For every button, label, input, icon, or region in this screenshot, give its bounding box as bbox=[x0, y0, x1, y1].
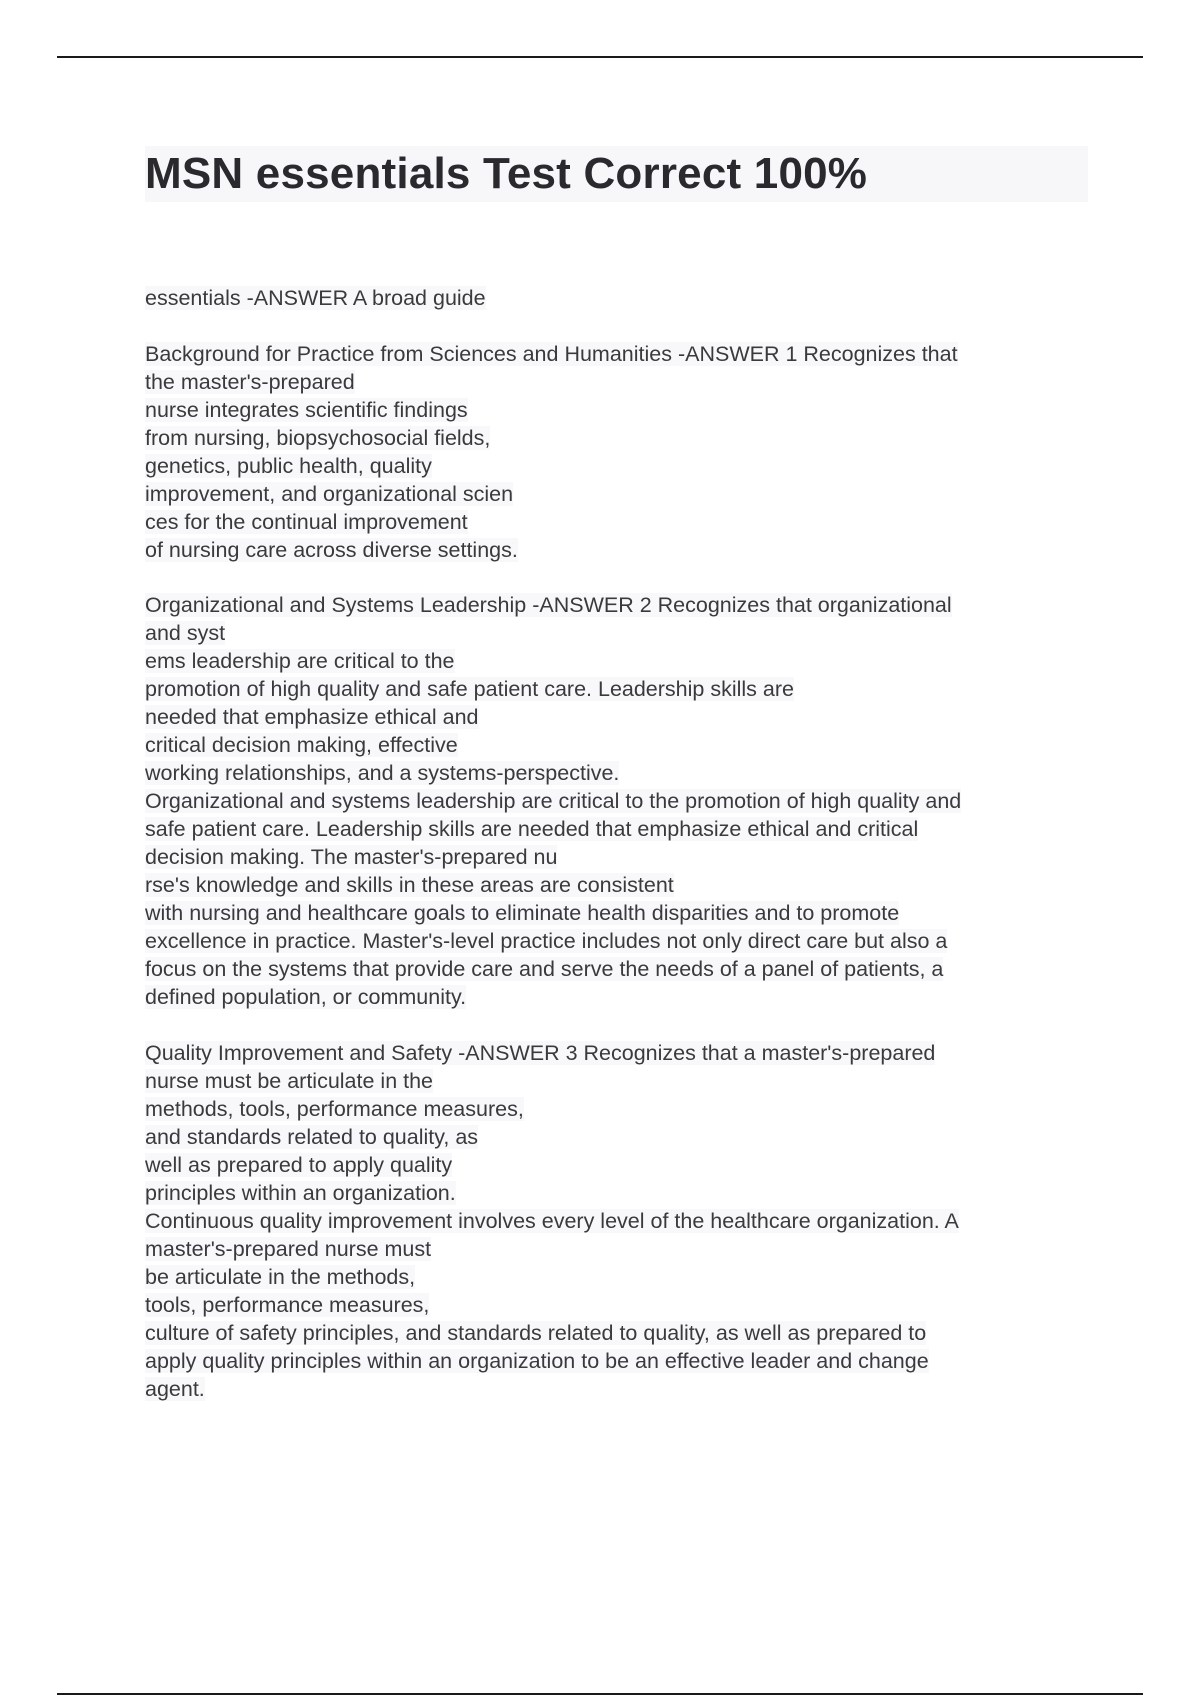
text-line bbox=[145, 731, 1075, 759]
text-line bbox=[145, 1207, 1075, 1235]
text-line-content: master's-prepared nurse must bbox=[145, 1236, 432, 1261]
text-line bbox=[145, 675, 1075, 703]
text-line bbox=[145, 396, 1075, 424]
text-line bbox=[145, 1123, 1075, 1151]
text-line bbox=[145, 1291, 1075, 1319]
text-line-content: rse's knowledge and skills in these areas are consistent bbox=[145, 873, 674, 897]
text-line bbox=[145, 843, 1075, 871]
text-line-content: of nursing care across diverse settings. bbox=[145, 537, 518, 562]
header-rule bbox=[57, 56, 1143, 58]
text-line bbox=[145, 1347, 1075, 1375]
text-line-content: Background for Practice from Sciences and Humanities -ANSWER 1 Recognizes that bbox=[145, 341, 958, 366]
text-line-content: promotion of high quality and safe patient care. Leadership skills are bbox=[145, 677, 794, 701]
text-line-content: and syst bbox=[145, 621, 226, 645]
text-line bbox=[145, 955, 1075, 983]
text-line bbox=[145, 536, 1075, 564]
text-line-content: apply quality principles within an organization to be an effective leader and change bbox=[145, 1348, 929, 1373]
text-line-content: from nursing, biopsychosocial fields, bbox=[145, 425, 491, 450]
text-line-content: nurse must be articulate in the bbox=[145, 1068, 434, 1093]
text-line bbox=[145, 368, 1075, 396]
text-line-content: nurse integrates scientific findings bbox=[145, 397, 468, 422]
text-line bbox=[145, 927, 1075, 955]
text-line-content: Quality Improvement and Safety -ANSWER 3 Recognizes that a master's-prepared bbox=[145, 1040, 936, 1065]
text-line-content: culture of safety principles, and standards related to quality, as well as prepared to bbox=[145, 1320, 927, 1345]
text-line-content: essentials -ANSWER A broad guide bbox=[145, 286, 486, 310]
text-line-content: ces for the continual improvement bbox=[145, 509, 468, 534]
text-line bbox=[145, 815, 1075, 843]
text-line-content: decision making. The master's-prepared nu bbox=[145, 845, 558, 869]
text-line-content: tools, performance measures, bbox=[145, 1292, 430, 1317]
text-line-content: excellence in practice. Master's-level practice includes not only direct care but also a bbox=[145, 929, 948, 953]
text-line-content: critical decision making, effective bbox=[145, 733, 458, 757]
footer-rule bbox=[57, 1693, 1143, 1695]
text-line-content: the master's-prepared bbox=[145, 369, 355, 394]
text-line-content: be articulate in the methods, bbox=[145, 1264, 416, 1289]
text-line-content: methods, tools, performance measures, bbox=[145, 1096, 524, 1121]
text-line bbox=[145, 703, 1075, 731]
text-line-content: Organizational and Systems Leadership -ANSWER 2 Recognizes that organizational bbox=[145, 593, 952, 617]
text-line-content: ems leadership are critical to the bbox=[145, 649, 455, 673]
text-line-content: safe patient care. Leadership skills are needed that emphasize ethical and critical bbox=[145, 817, 919, 841]
text-line-content: and standards related to quality, as bbox=[145, 1124, 479, 1149]
text-line bbox=[145, 591, 1075, 619]
text-line-content: improvement, and organizational scien bbox=[145, 481, 514, 506]
text-line bbox=[145, 1179, 1075, 1207]
text-line bbox=[145, 983, 1075, 1011]
text-line bbox=[145, 619, 1075, 647]
qa-paragraph bbox=[145, 591, 1075, 1011]
text-line bbox=[145, 1067, 1075, 1095]
text-line bbox=[145, 1039, 1075, 1067]
text-line bbox=[145, 424, 1075, 452]
qa-paragraph bbox=[145, 340, 1075, 564]
document-title: MSN essentials Test Correct 100% bbox=[145, 146, 1088, 202]
text-line-content: defined population, or community. bbox=[145, 985, 467, 1009]
text-line-content: with nursing and healthcare goals to eliminate health disparities and to promote bbox=[145, 901, 900, 925]
text-line bbox=[145, 787, 1075, 815]
text-line-content: genetics, public health, quality bbox=[145, 453, 432, 478]
text-line bbox=[145, 452, 1075, 480]
text-line bbox=[145, 1319, 1075, 1347]
text-line bbox=[145, 1375, 1075, 1403]
text-line bbox=[145, 1263, 1075, 1291]
text-line bbox=[145, 871, 1075, 899]
text-line bbox=[145, 1151, 1075, 1179]
text-line bbox=[145, 759, 1075, 787]
text-line-content: working relationships, and a systems-perspective. bbox=[145, 761, 620, 785]
text-line bbox=[145, 647, 1075, 675]
text-line-content: Organizational and systems leadership are critical to the promotion of high quality and bbox=[145, 789, 962, 813]
text-line-content: agent. bbox=[145, 1376, 205, 1401]
text-line-content: principles within an organization. bbox=[145, 1180, 456, 1205]
text-line bbox=[145, 284, 1075, 312]
text-line bbox=[145, 340, 1075, 368]
text-line bbox=[145, 1095, 1075, 1123]
text-line bbox=[145, 480, 1075, 508]
text-line bbox=[145, 899, 1075, 927]
text-line-content: needed that emphasize ethical and bbox=[145, 705, 479, 729]
text-line-content: well as prepared to apply quality bbox=[145, 1152, 453, 1177]
text-line-content: focus on the systems that provide care and serve the needs of a panel of patients, a bbox=[145, 957, 944, 981]
text-line bbox=[145, 508, 1075, 536]
qa-paragraph bbox=[145, 284, 1075, 312]
qa-paragraph bbox=[145, 1039, 1075, 1403]
document-body bbox=[145, 284, 1075, 1430]
text-line-content: Continuous quality improvement involves every level of the healthcare organization. A bbox=[145, 1208, 959, 1233]
text-line bbox=[145, 1235, 1075, 1263]
